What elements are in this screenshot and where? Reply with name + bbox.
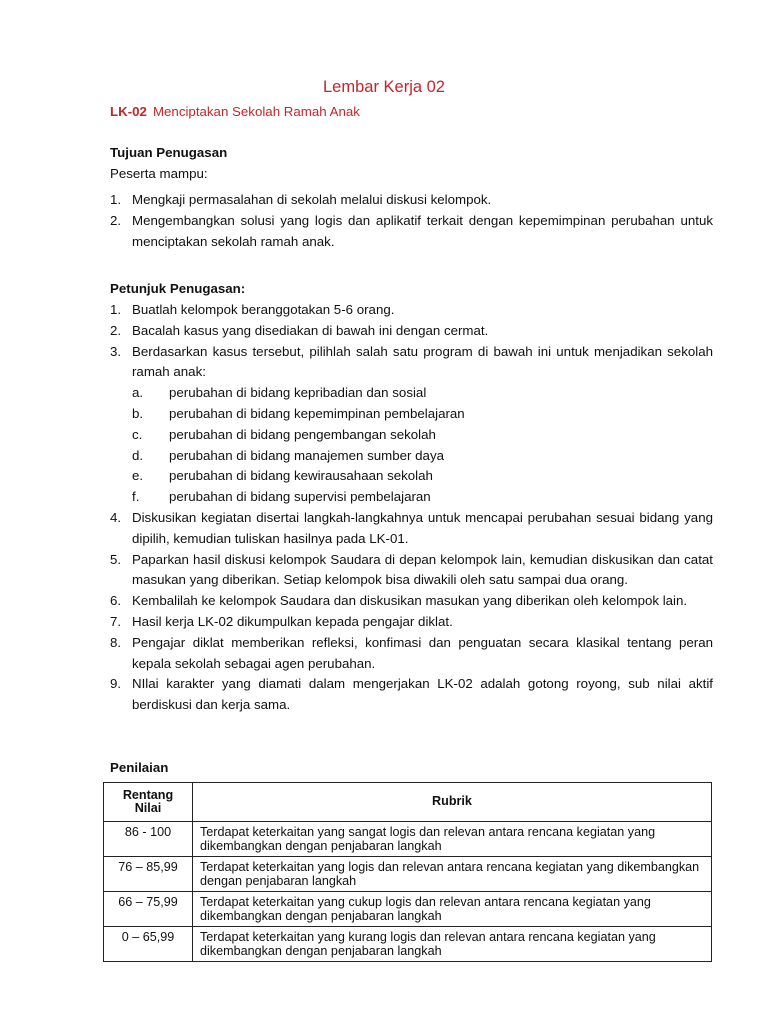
item-text: Bacalah kasus yang disediakan di bawah ini dengan cermat. [132,322,489,338]
item-number: 1. [110,192,122,207]
sub-list-item [132,466,713,487]
list-item [110,342,713,508]
sub-list-item [132,425,713,446]
rubric-cell: Terdapat keterkaitan yang logis dan relevan antara rencana kegiatan yang dikembangkan dengan penjabaran langkah [193,857,712,892]
lk-heading [110,104,360,119]
petunjuk-heading: Petunjuk Penugasan: [110,281,246,296]
item-text: Diskusikan kegiatan disertai langkah-langkahnya untuk mencapai perubahan sesuai bidang yang dipilih, kemudian tuliskan hasilnya pada LK-01. [132,509,713,546]
list-item [110,211,713,253]
list-item [110,508,713,550]
list-item [110,300,713,321]
item-number: 4. [110,509,122,525]
item-number: 2. [110,212,122,228]
sub-list-item [132,383,713,404]
petunjuk-list [110,300,713,716]
item-letter: d. [132,447,144,463]
table-header-row [104,783,712,822]
item-text: perubahan di bidang supervisi pembelajaran [169,489,431,505]
table-row [104,822,712,857]
list-item [110,591,713,612]
tujuan-intro: Peserta mampu: [110,166,208,181]
item-text: Hasil kerja LK-02 dikumpulkan kepada pengajar diklat. [132,613,453,629]
penilaian-heading: Penilaian [110,760,169,775]
sub-list-item [132,446,713,467]
item-number: 9. [110,676,122,692]
range-cell: 86 - 100 [104,822,193,857]
item-letter: e. [132,468,144,484]
item-number: 5. [110,551,122,567]
range-column-header: Rentang Nilai [104,783,193,822]
item-number: 6. [110,593,122,609]
item-text: Pengajar diklat memberikan refleksi, konfimasi dan penguatan secara klasikal tentang peran kepala sekolah sebagai agen perubahan. [132,634,713,671]
item-letter: c. [132,426,143,442]
tujuan-heading: Tujuan Penugasan [110,145,228,160]
list-item [110,612,713,633]
list-item [110,674,713,716]
table-row [104,927,712,962]
list-item [110,633,713,675]
item-letter: b. [132,405,144,421]
program-sublist [132,383,713,508]
list-item [110,321,713,342]
list-item [110,550,713,592]
range-cell: 0 – 65,99 [104,927,193,962]
item-number: 7. [110,613,122,629]
rubric-cell: Terdapat keterkaitan yang sangat logis dan relevan antara rencana kegiatan yang dikembangkan dengan penjabaran langkah [193,822,712,857]
tujuan-list [110,190,713,252]
item-text: Mengembangkan solusi yang logis dan aplikatif terkait dengan kepemimpinan perubahan untuk menciptakan sekolah ramah anak. [132,212,713,249]
item-number: 8. [110,634,122,650]
lk-subtitle: Menciptakan Sekolah Ramah Anak [152,104,360,119]
item-letter: a. [132,385,144,401]
rubric-cell: Terdapat keterkaitan yang cukup logis dan relevan antara rencana kegiatan yang dikembangkan dengan penjabaran langkah [193,892,712,927]
rubric-cell: Terdapat keterkaitan yang kurang logis dan relevan antara rencana kegiatan yang dikembangkan dengan penjabaran langkah [193,927,712,962]
item-text: NIlai karakter yang diamati dalam mengerjakan LK-02 adalah gotong royong, sub nilai aktif berdiskusi dan kerja sama. [132,676,713,713]
table-row [104,892,712,927]
rubric-column-header: Rubrik [193,783,712,822]
range-cell: 66 – 75,99 [104,892,193,927]
item-text: Kembalilah ke kelompok Saudara dan diskusikan masukan yang diberikan oleh kelompok lain. [132,593,688,609]
item-text: Berdasarkan kasus tersebut, pilihlah salah satu program di bawah ini untuk menjadikan sekolah ramah anak: [132,343,713,380]
table-row [104,857,712,892]
item-text: Paparkan hasil diskusi kelompok Saudara di depan kelompok lain, kemudian diskusikan dan catat masukan yang diberikan. Setiap kelompok bisa diwakili oleh satu sampai dua orang. [132,551,713,588]
sub-list-item [132,487,713,508]
item-text: perubahan di bidang kewirausahaan sekolah [169,468,433,484]
list-item [110,190,713,211]
range-cell: 76 – 85,99 [104,857,193,892]
item-text: perubahan di bidang kepemimpinan pembelajaran [169,405,465,421]
item-text: Buatlah kelompok beranggotakan 5-6 orang. [132,302,395,317]
item-text: Mengkaji permasalahan di sekolah melalui diskusi kelompok. [132,192,492,207]
rubric-table [103,782,712,962]
item-number: 1. [110,302,122,317]
sub-list-item [132,404,713,425]
item-text: perubahan di bidang manajemen sumber daya [169,447,444,463]
lk-code: LK-02 [110,104,147,119]
page-title: Lembar Kerja 02 [323,78,445,96]
item-number: 2. [110,322,122,338]
item-letter: f. [132,489,140,505]
item-text: perubahan di bidang kepribadian dan sosial [169,385,427,401]
item-number: 3. [110,343,122,359]
item-text: perubahan di bidang pengembangan sekolah [169,426,436,442]
